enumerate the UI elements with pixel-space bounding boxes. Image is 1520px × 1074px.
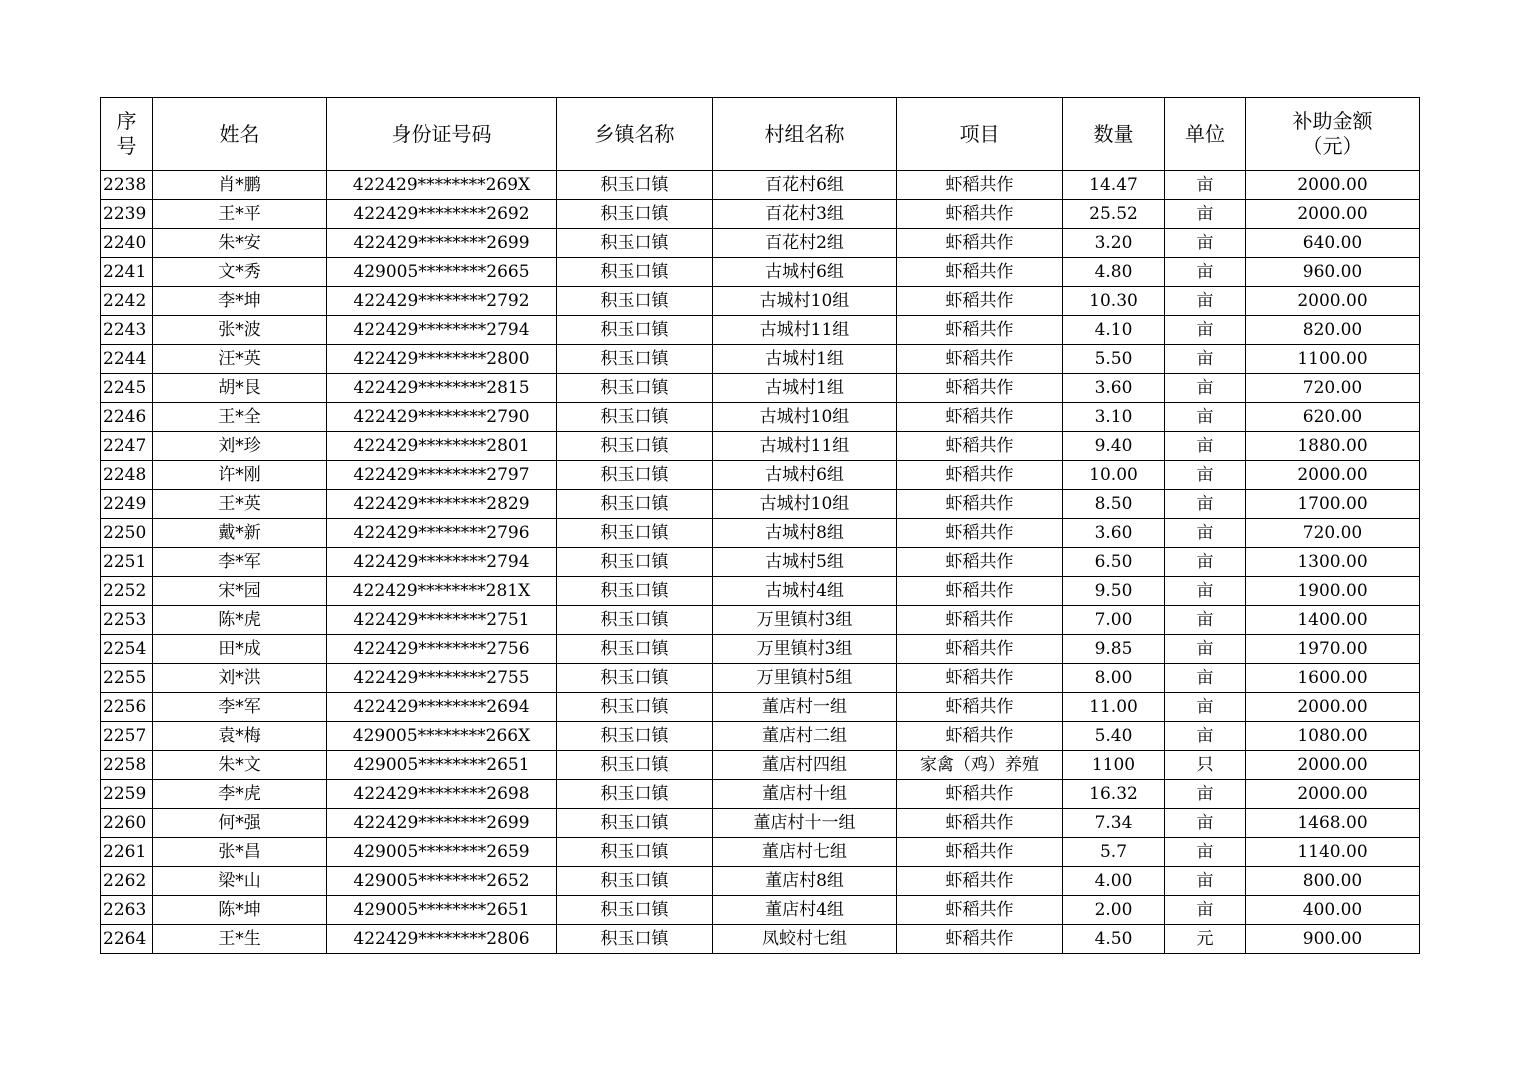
cell-village: 万里镇村3组 xyxy=(713,635,897,664)
cell-unit: 亩 xyxy=(1165,664,1246,693)
cell-seq: 2254 xyxy=(101,635,153,664)
cell-id-number: 429005********266X xyxy=(327,722,557,751)
cell-project: 虾稻共作 xyxy=(897,925,1063,954)
cell-project: 虾稻共作 xyxy=(897,548,1063,577)
cell-seq: 2249 xyxy=(101,490,153,519)
cell-unit: 亩 xyxy=(1165,635,1246,664)
cell-name: 李*坤 xyxy=(153,287,327,316)
cell-seq: 2248 xyxy=(101,461,153,490)
cell-village: 古城村6组 xyxy=(713,461,897,490)
cell-village: 古城村10组 xyxy=(713,490,897,519)
cell-id-number: 422429********2694 xyxy=(327,693,557,722)
cell-amount: 1880.00 xyxy=(1246,432,1420,461)
cell-amount: 1468.00 xyxy=(1246,809,1420,838)
header-seq xyxy=(101,98,153,171)
table-row xyxy=(101,577,1420,606)
table-row xyxy=(101,780,1420,809)
cell-seq: 2260 xyxy=(101,809,153,838)
subsidy-table xyxy=(100,97,1420,954)
table-row xyxy=(101,258,1420,287)
cell-unit: 亩 xyxy=(1165,577,1246,606)
table-row xyxy=(101,635,1420,664)
cell-project: 虾稻共作 xyxy=(897,838,1063,867)
table-row xyxy=(101,287,1420,316)
cell-unit: 亩 xyxy=(1165,606,1246,635)
cell-project: 虾稻共作 xyxy=(897,519,1063,548)
cell-village: 董店村4组 xyxy=(713,896,897,925)
cell-name: 袁*梅 xyxy=(153,722,327,751)
cell-unit: 亩 xyxy=(1165,838,1246,867)
header-project: 项目 xyxy=(897,98,1063,171)
cell-town: 积玉口镇 xyxy=(557,693,713,722)
cell-village: 古城村11组 xyxy=(713,432,897,461)
cell-amount: 1400.00 xyxy=(1246,606,1420,635)
cell-town: 积玉口镇 xyxy=(557,171,713,200)
cell-project: 虾稻共作 xyxy=(897,693,1063,722)
cell-amount: 800.00 xyxy=(1246,867,1420,896)
cell-id-number: 429005********2651 xyxy=(327,751,557,780)
cell-unit: 亩 xyxy=(1165,780,1246,809)
cell-name: 朱*文 xyxy=(153,751,327,780)
table-body xyxy=(101,171,1420,954)
cell-name: 李*军 xyxy=(153,693,327,722)
cell-seq: 2255 xyxy=(101,664,153,693)
cell-amount: 1970.00 xyxy=(1246,635,1420,664)
cell-quantity: 5.40 xyxy=(1063,722,1165,751)
table-row xyxy=(101,374,1420,403)
cell-project: 虾稻共作 xyxy=(897,635,1063,664)
cell-unit: 亩 xyxy=(1165,316,1246,345)
cell-project: 虾稻共作 xyxy=(897,287,1063,316)
cell-village: 古城村1组 xyxy=(713,374,897,403)
cell-unit: 亩 xyxy=(1165,287,1246,316)
cell-quantity: 4.50 xyxy=(1063,925,1165,954)
cell-town: 积玉口镇 xyxy=(557,577,713,606)
cell-amount: 820.00 xyxy=(1246,316,1420,345)
cell-village: 董店村8组 xyxy=(713,867,897,896)
header-amount xyxy=(1246,98,1420,171)
cell-id-number: 422429********2797 xyxy=(327,461,557,490)
cell-name: 李*虎 xyxy=(153,780,327,809)
cell-quantity: 8.00 xyxy=(1063,664,1165,693)
cell-town: 积玉口镇 xyxy=(557,519,713,548)
cell-project: 虾稻共作 xyxy=(897,809,1063,838)
cell-name: 何*强 xyxy=(153,809,327,838)
table-row xyxy=(101,751,1420,780)
cell-quantity: 25.52 xyxy=(1063,200,1165,229)
cell-town: 积玉口镇 xyxy=(557,200,713,229)
cell-name: 王*生 xyxy=(153,925,327,954)
cell-quantity: 3.60 xyxy=(1063,374,1165,403)
cell-quantity: 7.00 xyxy=(1063,606,1165,635)
cell-amount: 1080.00 xyxy=(1246,722,1420,751)
cell-project: 虾稻共作 xyxy=(897,258,1063,287)
cell-project: 虾稻共作 xyxy=(897,722,1063,751)
header-row xyxy=(101,98,1420,171)
table-row xyxy=(101,432,1420,461)
cell-unit: 只 xyxy=(1165,751,1246,780)
cell-village: 董店村十一组 xyxy=(713,809,897,838)
cell-unit: 亩 xyxy=(1165,722,1246,751)
cell-seq: 2263 xyxy=(101,896,153,925)
cell-quantity: 7.34 xyxy=(1063,809,1165,838)
cell-unit: 亩 xyxy=(1165,867,1246,896)
cell-village: 古城村5组 xyxy=(713,548,897,577)
cell-name: 陈*坤 xyxy=(153,896,327,925)
cell-name: 王*平 xyxy=(153,200,327,229)
cell-village: 古城村4组 xyxy=(713,577,897,606)
cell-amount: 2000.00 xyxy=(1246,171,1420,200)
cell-project: 虾稻共作 xyxy=(897,345,1063,374)
cell-id-number: 422429********2829 xyxy=(327,490,557,519)
cell-project: 虾稻共作 xyxy=(897,896,1063,925)
cell-project: 虾稻共作 xyxy=(897,867,1063,896)
cell-id-number: 422429********2792 xyxy=(327,287,557,316)
cell-amount: 960.00 xyxy=(1246,258,1420,287)
cell-village: 董店村一组 xyxy=(713,693,897,722)
cell-unit: 亩 xyxy=(1165,461,1246,490)
cell-village: 古城村6组 xyxy=(713,258,897,287)
cell-seq: 2245 xyxy=(101,374,153,403)
cell-amount: 2000.00 xyxy=(1246,780,1420,809)
table-row xyxy=(101,867,1420,896)
cell-seq: 2259 xyxy=(101,780,153,809)
table-row xyxy=(101,722,1420,751)
table-row xyxy=(101,345,1420,374)
cell-unit: 亩 xyxy=(1165,403,1246,432)
header-seq-line2: 号 xyxy=(116,134,137,158)
table-row xyxy=(101,403,1420,432)
cell-amount: 1100.00 xyxy=(1246,345,1420,374)
cell-quantity: 5.7 xyxy=(1063,838,1165,867)
cell-village: 古城村8组 xyxy=(713,519,897,548)
cell-village: 百花村6组 xyxy=(713,171,897,200)
cell-name: 王*英 xyxy=(153,490,327,519)
table-row xyxy=(101,838,1420,867)
cell-town: 积玉口镇 xyxy=(557,867,713,896)
cell-project: 家禽（鸡）养殖 xyxy=(897,751,1063,780)
cell-id-number: 422429********2794 xyxy=(327,316,557,345)
cell-quantity: 9.50 xyxy=(1063,577,1165,606)
cell-quantity: 5.50 xyxy=(1063,345,1165,374)
cell-project: 虾稻共作 xyxy=(897,780,1063,809)
cell-seq: 2243 xyxy=(101,316,153,345)
cell-id-number: 422429********269X xyxy=(327,171,557,200)
table-row xyxy=(101,548,1420,577)
cell-quantity: 9.40 xyxy=(1063,432,1165,461)
header-town: 乡镇名称 xyxy=(557,98,713,171)
cell-quantity: 14.47 xyxy=(1063,171,1165,200)
cell-village: 万里镇村5组 xyxy=(713,664,897,693)
cell-amount: 1300.00 xyxy=(1246,548,1420,577)
header-seq-line1: 序 xyxy=(116,109,137,133)
cell-quantity: 3.60 xyxy=(1063,519,1165,548)
cell-unit: 亩 xyxy=(1165,548,1246,577)
cell-seq: 2253 xyxy=(101,606,153,635)
cell-amount: 720.00 xyxy=(1246,519,1420,548)
cell-name: 戴*新 xyxy=(153,519,327,548)
cell-amount: 2000.00 xyxy=(1246,287,1420,316)
header-unit: 单位 xyxy=(1165,98,1246,171)
cell-seq: 2257 xyxy=(101,722,153,751)
table-row xyxy=(101,606,1420,635)
cell-unit: 元 xyxy=(1165,925,1246,954)
cell-village: 董店村七组 xyxy=(713,838,897,867)
cell-name: 梁*山 xyxy=(153,867,327,896)
cell-quantity: 6.50 xyxy=(1063,548,1165,577)
cell-unit: 亩 xyxy=(1165,345,1246,374)
table-row xyxy=(101,693,1420,722)
cell-name: 肖*鹏 xyxy=(153,171,327,200)
cell-seq: 2251 xyxy=(101,548,153,577)
table-row xyxy=(101,229,1420,258)
cell-id-number: 422429********2794 xyxy=(327,548,557,577)
header-name: 姓名 xyxy=(153,98,327,171)
cell-unit: 亩 xyxy=(1165,519,1246,548)
cell-town: 积玉口镇 xyxy=(557,432,713,461)
cell-village: 百花村3组 xyxy=(713,200,897,229)
cell-quantity: 8.50 xyxy=(1063,490,1165,519)
cell-name: 李*军 xyxy=(153,548,327,577)
cell-town: 积玉口镇 xyxy=(557,664,713,693)
cell-quantity: 2.00 xyxy=(1063,896,1165,925)
cell-unit: 亩 xyxy=(1165,171,1246,200)
cell-town: 积玉口镇 xyxy=(557,374,713,403)
cell-id-number: 429005********2659 xyxy=(327,838,557,867)
cell-project: 虾稻共作 xyxy=(897,171,1063,200)
cell-town: 积玉口镇 xyxy=(557,838,713,867)
cell-town: 积玉口镇 xyxy=(557,548,713,577)
cell-id-number: 422429********2692 xyxy=(327,200,557,229)
cell-id-number: 422429********2806 xyxy=(327,925,557,954)
cell-unit: 亩 xyxy=(1165,809,1246,838)
cell-unit: 亩 xyxy=(1165,374,1246,403)
cell-seq: 2258 xyxy=(101,751,153,780)
cell-quantity: 3.20 xyxy=(1063,229,1165,258)
cell-name: 陈*虎 xyxy=(153,606,327,635)
cell-seq: 2252 xyxy=(101,577,153,606)
cell-project: 虾稻共作 xyxy=(897,490,1063,519)
cell-id-number: 422429********2751 xyxy=(327,606,557,635)
cell-seq: 2246 xyxy=(101,403,153,432)
table-row xyxy=(101,896,1420,925)
cell-id-number: 422429********2756 xyxy=(327,635,557,664)
cell-amount: 1140.00 xyxy=(1246,838,1420,867)
cell-project: 虾稻共作 xyxy=(897,316,1063,345)
cell-project: 虾稻共作 xyxy=(897,432,1063,461)
cell-id-number: 422429********2796 xyxy=(327,519,557,548)
cell-town: 积玉口镇 xyxy=(557,316,713,345)
cell-id-number: 422429********281X xyxy=(327,577,557,606)
cell-village: 董店村十组 xyxy=(713,780,897,809)
cell-amount: 640.00 xyxy=(1246,229,1420,258)
cell-seq: 2261 xyxy=(101,838,153,867)
cell-name: 刘*洪 xyxy=(153,664,327,693)
cell-name: 许*刚 xyxy=(153,461,327,490)
cell-name: 刘*珍 xyxy=(153,432,327,461)
cell-unit: 亩 xyxy=(1165,432,1246,461)
table-row xyxy=(101,925,1420,954)
cell-town: 积玉口镇 xyxy=(557,490,713,519)
cell-seq: 2256 xyxy=(101,693,153,722)
table-row xyxy=(101,490,1420,519)
cell-seq: 2250 xyxy=(101,519,153,548)
cell-name: 汪*英 xyxy=(153,345,327,374)
cell-project: 虾稻共作 xyxy=(897,200,1063,229)
header-qty: 数量 xyxy=(1063,98,1165,171)
header-id: 身份证号码 xyxy=(327,98,557,171)
cell-name: 朱*安 xyxy=(153,229,327,258)
header-amount-line1: 补助金额 xyxy=(1292,109,1373,133)
cell-seq: 2262 xyxy=(101,867,153,896)
cell-town: 积玉口镇 xyxy=(557,229,713,258)
cell-quantity: 1100 xyxy=(1063,751,1165,780)
cell-quantity: 4.10 xyxy=(1063,316,1165,345)
cell-amount: 720.00 xyxy=(1246,374,1420,403)
cell-village: 董店村四组 xyxy=(713,751,897,780)
cell-town: 积玉口镇 xyxy=(557,780,713,809)
table-row xyxy=(101,519,1420,548)
cell-quantity: 10.00 xyxy=(1063,461,1165,490)
cell-project: 虾稻共作 xyxy=(897,229,1063,258)
cell-village: 古城村10组 xyxy=(713,287,897,316)
cell-id-number: 422429********2790 xyxy=(327,403,557,432)
cell-project: 虾稻共作 xyxy=(897,577,1063,606)
cell-amount: 900.00 xyxy=(1246,925,1420,954)
cell-amount: 2000.00 xyxy=(1246,693,1420,722)
cell-amount: 1900.00 xyxy=(1246,577,1420,606)
cell-project: 虾稻共作 xyxy=(897,606,1063,635)
cell-quantity: 11.00 xyxy=(1063,693,1165,722)
cell-unit: 亩 xyxy=(1165,490,1246,519)
cell-town: 积玉口镇 xyxy=(557,809,713,838)
cell-seq: 2264 xyxy=(101,925,153,954)
cell-village: 万里镇村3组 xyxy=(713,606,897,635)
cell-amount: 400.00 xyxy=(1246,896,1420,925)
cell-town: 积玉口镇 xyxy=(557,287,713,316)
cell-amount: 2000.00 xyxy=(1246,200,1420,229)
cell-unit: 亩 xyxy=(1165,258,1246,287)
cell-town: 积玉口镇 xyxy=(557,258,713,287)
header-amount-line2: （元） xyxy=(1302,134,1363,158)
table-row xyxy=(101,461,1420,490)
cell-town: 积玉口镇 xyxy=(557,345,713,374)
cell-quantity: 4.00 xyxy=(1063,867,1165,896)
cell-village: 古城村10组 xyxy=(713,403,897,432)
cell-town: 积玉口镇 xyxy=(557,606,713,635)
cell-seq: 2240 xyxy=(101,229,153,258)
cell-id-number: 429005********2651 xyxy=(327,896,557,925)
cell-amount: 620.00 xyxy=(1246,403,1420,432)
cell-amount: 2000.00 xyxy=(1246,751,1420,780)
cell-seq: 2242 xyxy=(101,287,153,316)
cell-id-number: 422429********2699 xyxy=(327,809,557,838)
cell-seq: 2239 xyxy=(101,200,153,229)
cell-village: 古城村1组 xyxy=(713,345,897,374)
cell-name: 王*全 xyxy=(153,403,327,432)
cell-project: 虾稻共作 xyxy=(897,403,1063,432)
cell-town: 积玉口镇 xyxy=(557,751,713,780)
table-row xyxy=(101,809,1420,838)
cell-town: 积玉口镇 xyxy=(557,461,713,490)
cell-id-number: 429005********2665 xyxy=(327,258,557,287)
cell-unit: 亩 xyxy=(1165,200,1246,229)
cell-town: 积玉口镇 xyxy=(557,722,713,751)
cell-village: 百花村2组 xyxy=(713,229,897,258)
cell-quantity: 16.32 xyxy=(1063,780,1165,809)
cell-name: 田*成 xyxy=(153,635,327,664)
cell-amount: 1700.00 xyxy=(1246,490,1420,519)
cell-unit: 亩 xyxy=(1165,896,1246,925)
cell-quantity: 4.80 xyxy=(1063,258,1165,287)
cell-id-number: 422429********2815 xyxy=(327,374,557,403)
cell-seq: 2238 xyxy=(101,171,153,200)
cell-id-number: 429005********2652 xyxy=(327,867,557,896)
table-row xyxy=(101,171,1420,200)
cell-name: 宋*园 xyxy=(153,577,327,606)
cell-seq: 2244 xyxy=(101,345,153,374)
cell-town: 积玉口镇 xyxy=(557,403,713,432)
cell-id-number: 422429********2699 xyxy=(327,229,557,258)
cell-seq: 2247 xyxy=(101,432,153,461)
cell-name: 张*波 xyxy=(153,316,327,345)
cell-quantity: 3.10 xyxy=(1063,403,1165,432)
cell-amount: 1600.00 xyxy=(1246,664,1420,693)
cell-id-number: 422429********2698 xyxy=(327,780,557,809)
cell-name: 文*秀 xyxy=(153,258,327,287)
table-row xyxy=(101,200,1420,229)
cell-id-number: 422429********2801 xyxy=(327,432,557,461)
cell-name: 胡*艮 xyxy=(153,374,327,403)
cell-unit: 亩 xyxy=(1165,693,1246,722)
cell-id-number: 422429********2755 xyxy=(327,664,557,693)
cell-unit: 亩 xyxy=(1165,229,1246,258)
cell-village: 董店村二组 xyxy=(713,722,897,751)
cell-id-number: 422429********2800 xyxy=(327,345,557,374)
cell-village: 古城村11组 xyxy=(713,316,897,345)
cell-town: 积玉口镇 xyxy=(557,896,713,925)
cell-seq: 2241 xyxy=(101,258,153,287)
table-row xyxy=(101,316,1420,345)
cell-project: 虾稻共作 xyxy=(897,461,1063,490)
cell-amount: 2000.00 xyxy=(1246,461,1420,490)
table-row xyxy=(101,664,1420,693)
cell-name: 张*昌 xyxy=(153,838,327,867)
cell-quantity: 10.30 xyxy=(1063,287,1165,316)
cell-quantity: 9.85 xyxy=(1063,635,1165,664)
cell-project: 虾稻共作 xyxy=(897,664,1063,693)
cell-project: 虾稻共作 xyxy=(897,374,1063,403)
cell-town: 积玉口镇 xyxy=(557,635,713,664)
table-header xyxy=(101,98,1420,171)
cell-town: 积玉口镇 xyxy=(557,925,713,954)
cell-village: 凤蛟村七组 xyxy=(713,925,897,954)
header-village: 村组名称 xyxy=(713,98,897,171)
